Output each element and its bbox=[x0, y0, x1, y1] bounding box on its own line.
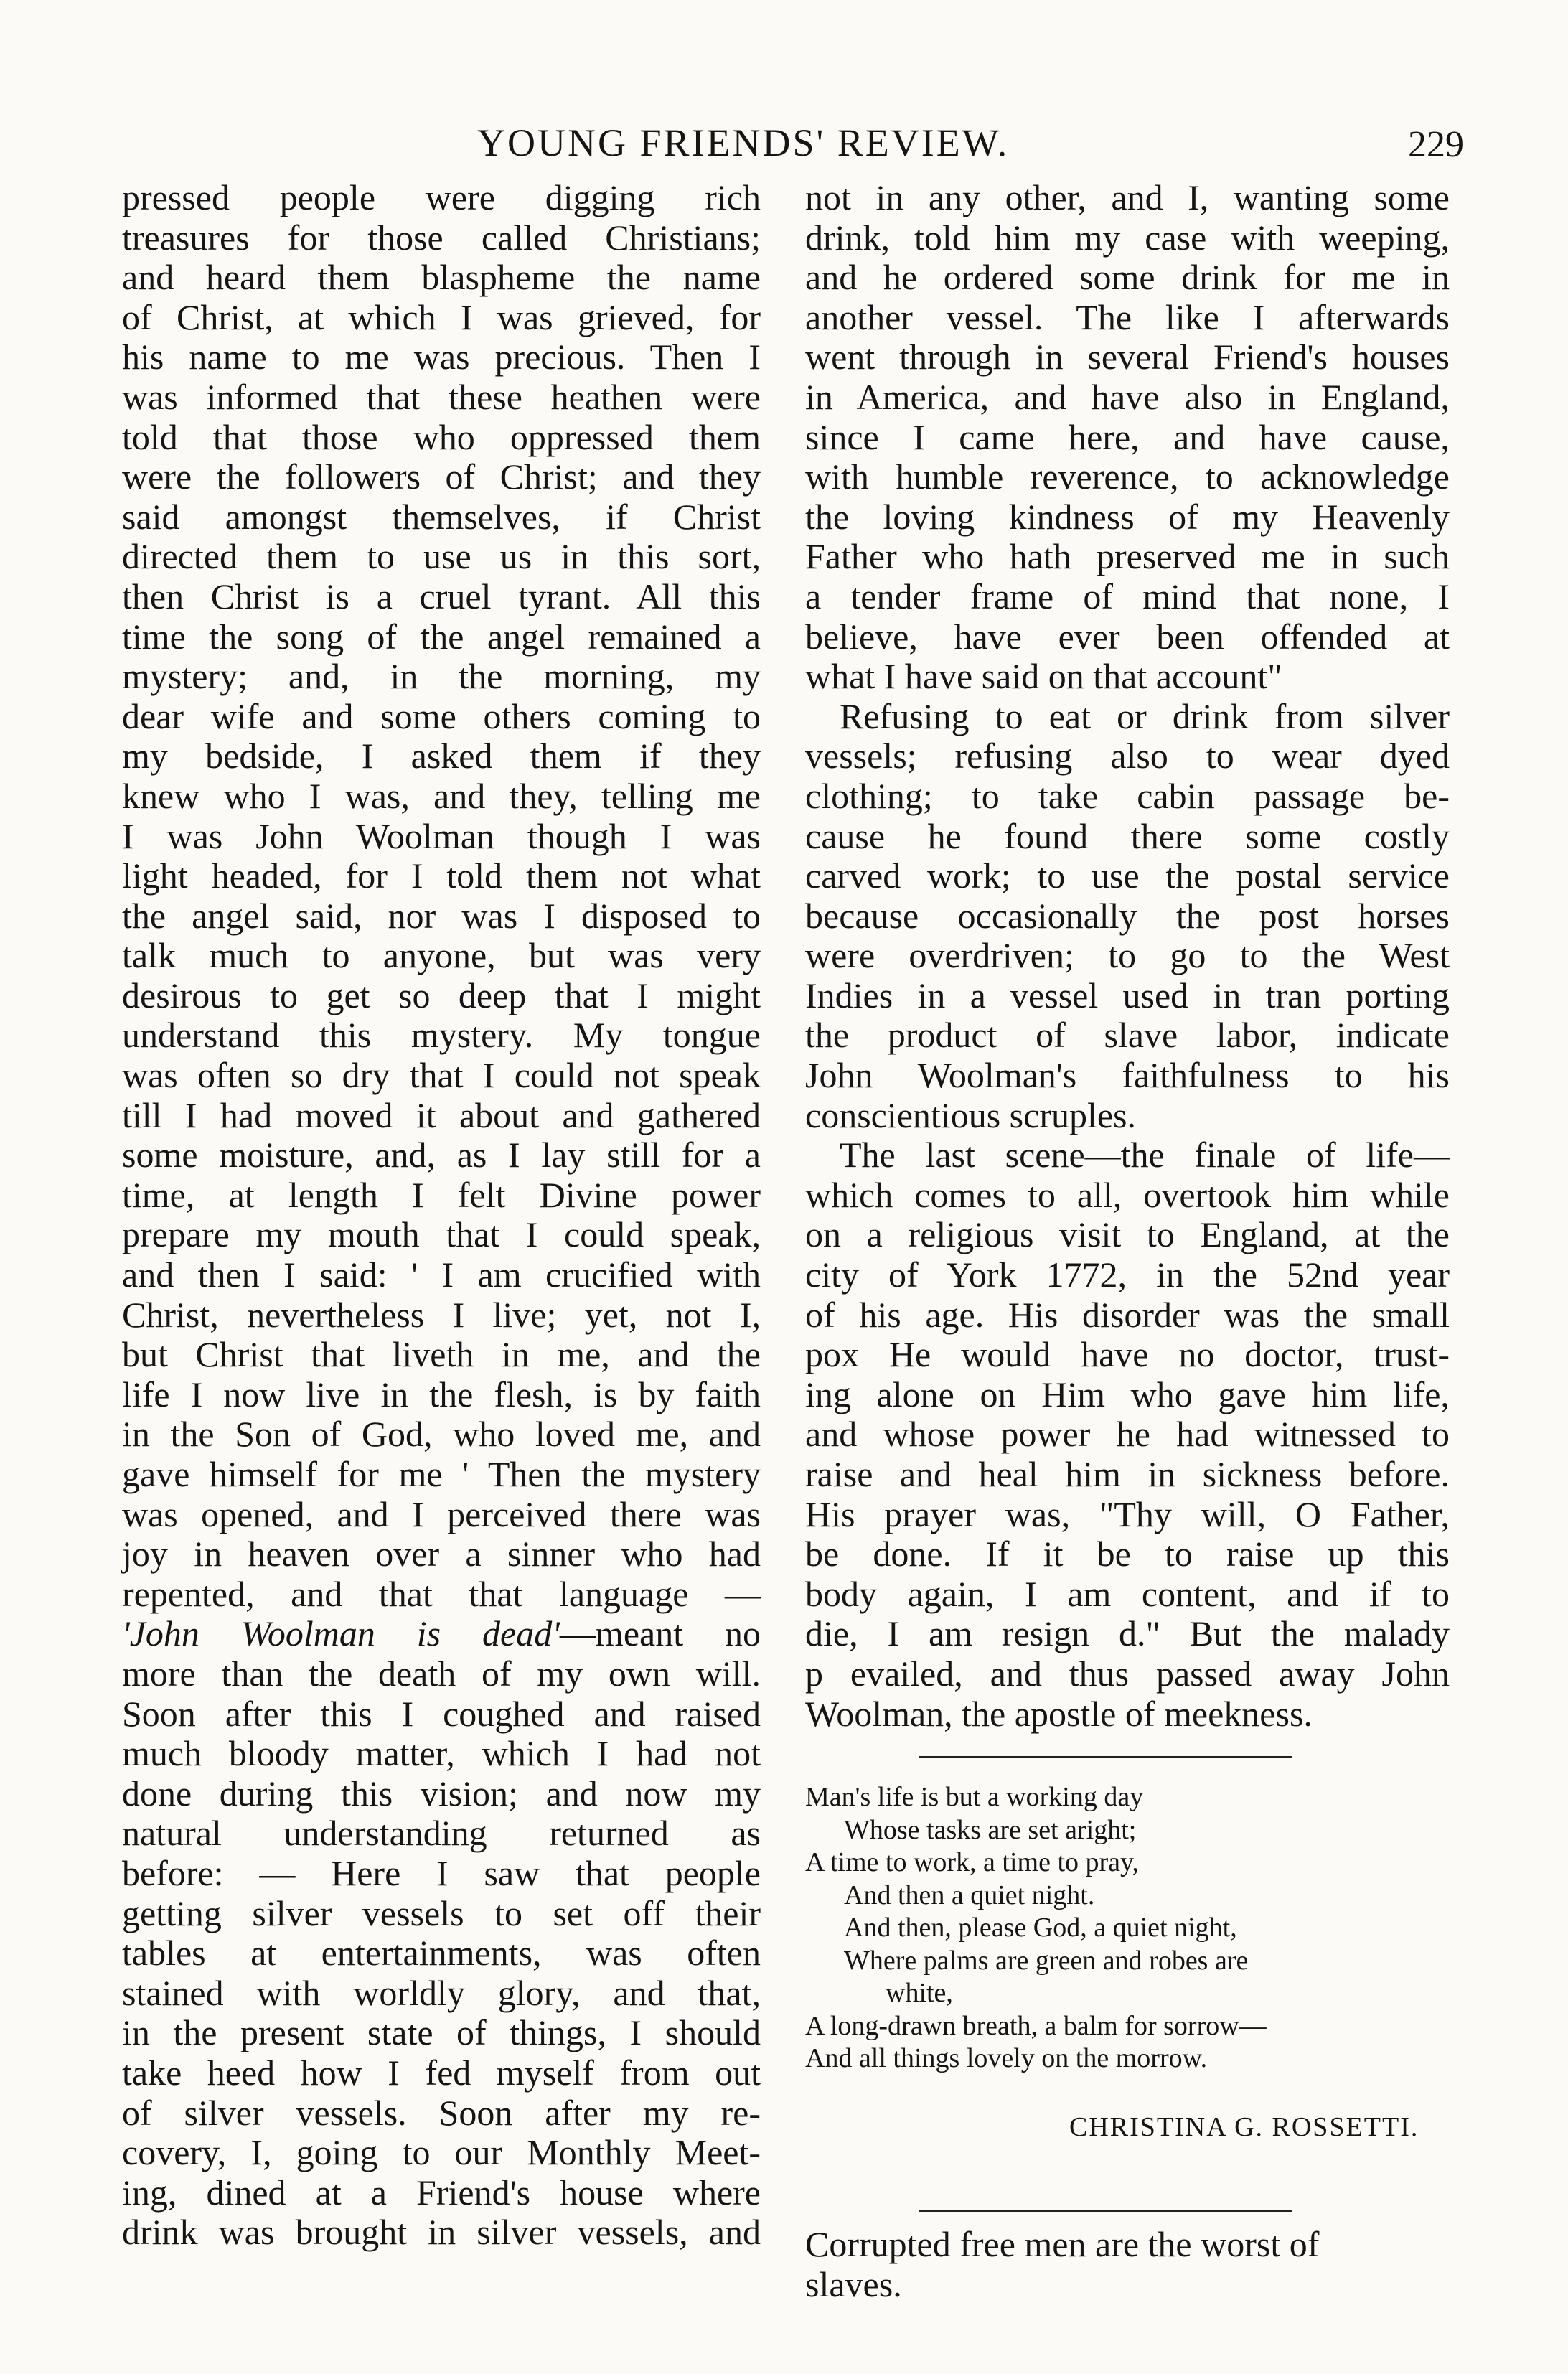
text-line: ing, dined at a Friend's house where bbox=[122, 2172, 761, 2213]
text-line: The last scene—the finale of life— bbox=[840, 1135, 1450, 1176]
text-line: prepare my mouth that I could speak, bbox=[122, 1214, 761, 1255]
text-line: believe, have ever been offended at bbox=[805, 616, 1450, 657]
text-line: in America, and have also in England, bbox=[805, 376, 1450, 417]
text-line: were overdriven; to go to the West bbox=[805, 935, 1450, 976]
italic-quote: 'John Woolman is dead' bbox=[122, 1613, 560, 1654]
text-line: was opened, and I perceived there was bbox=[122, 1493, 761, 1534]
section-divider bbox=[919, 1756, 1292, 1758]
text-line: on a religious visit to England, at the bbox=[805, 1214, 1450, 1255]
text-line: mystery; and, in the morning, my bbox=[122, 656, 761, 697]
text-line: tables at entertainments, was often bbox=[122, 1933, 761, 1974]
right-paragraph-3 bbox=[805, 1135, 1450, 1734]
text-line: Woolman, the apostle of meekness. bbox=[805, 1693, 1313, 1734]
text-line: slaves. bbox=[805, 2263, 902, 2304]
text-line: and he ordered some drink for me in bbox=[805, 257, 1450, 298]
text-line: time, at length I felt Divine power bbox=[122, 1174, 761, 1215]
text-line: drink, told him my case with weeping, bbox=[805, 217, 1450, 258]
text-line: desirous to get so deep that I might bbox=[122, 975, 761, 1015]
text-line: which comes to all, overtook him while bbox=[805, 1174, 1450, 1215]
text-line: treasures for those called Christians; bbox=[122, 217, 761, 258]
right-paragraph-2 bbox=[805, 697, 1450, 1136]
text-line: Christ, nevertheless I live; yet, not I, bbox=[122, 1294, 761, 1335]
text-line: knew who I was, and they, telling me bbox=[122, 775, 761, 816]
right-column bbox=[805, 178, 1450, 1734]
text-line: of his age. His disorder was the small bbox=[805, 1294, 1450, 1335]
text-line: were the followers of Christ; and they bbox=[122, 456, 761, 497]
text-line: then Christ is a cruel tyrant. All this bbox=[122, 576, 761, 616]
text-line: the loving kindness of my Heavenly bbox=[805, 496, 1450, 537]
text-line: stained with worldly glory, and that, bbox=[122, 1972, 761, 2013]
text-line: time the song of the angel remained a bbox=[122, 616, 761, 657]
text-line: the product of slave labor, indicate bbox=[805, 1015, 1450, 1056]
text-line: city of York 1772, in the 52nd year bbox=[805, 1254, 1450, 1295]
text-line: but Christ that liveth in me, and the bbox=[122, 1334, 761, 1375]
text-line: what I have said on that account" bbox=[805, 656, 1282, 697]
text-line: and whose power he had witnessed to bbox=[805, 1414, 1450, 1455]
section-divider bbox=[919, 2210, 1292, 2212]
left-paragraph bbox=[122, 178, 761, 2253]
text-line: light headed, for I told them not what bbox=[122, 855, 761, 896]
text-line: some moisture, and, as I lay still for a bbox=[122, 1135, 761, 1176]
text-line: Indies in a vessel used in tran porting bbox=[805, 975, 1450, 1015]
text-line: since I came here, and have cause, bbox=[805, 416, 1450, 457]
poem-line: Man's life is but a working day bbox=[805, 1782, 1144, 1812]
text-line: raise and heal him in sickness before. bbox=[805, 1454, 1450, 1494]
left-column bbox=[122, 178, 761, 2253]
poem-author: CHRISTINA G. ROSSETTI. bbox=[1069, 2112, 1419, 2142]
text-line: was often so dry that I could not speak bbox=[122, 1055, 761, 1096]
text-line: the angel said, nor was I disposed to bbox=[122, 895, 761, 936]
text-line: vessels; refusing also to wear dyed bbox=[805, 736, 1450, 777]
text-line: life I now live in the flesh, is by faith bbox=[122, 1374, 761, 1414]
poem-line: And all things lovely on the morrow. bbox=[805, 2043, 1208, 2073]
text-line: repented, and that that language — bbox=[122, 1573, 761, 1614]
text-line: getting silver vessels to set off their bbox=[122, 1892, 761, 1933]
poem-line: white, bbox=[886, 1978, 953, 2008]
text-line: not in any other, and I, wanting some bbox=[805, 177, 1450, 217]
text-line-with-italic-quote bbox=[122, 1614, 761, 1654]
text-line: pressed people were digging rich bbox=[122, 177, 761, 217]
text-line: His prayer was, "Thy will, O Father, bbox=[805, 1493, 1450, 1534]
text-line: because occasionally the post horses bbox=[805, 895, 1450, 936]
text-line: in the Son of God, who loved me, and bbox=[122, 1414, 761, 1455]
poem bbox=[805, 1781, 1451, 2075]
text-line: take heed how I fed myself from out bbox=[122, 2052, 761, 2093]
text-line: of Christ, at which I was grieved, for bbox=[122, 296, 761, 337]
text-line: was informed that these heathen were bbox=[122, 376, 761, 417]
text-line: directed them to use us in this sort, bbox=[122, 536, 761, 577]
text-line: Corrupted free men are the worst of bbox=[805, 2224, 1320, 2264]
text-line: with humble reverence, to acknowledge bbox=[805, 456, 1450, 497]
text-line: carved work; to use the postal service bbox=[805, 855, 1450, 896]
text-line: went through in several Friend's houses bbox=[805, 337, 1450, 377]
text-line: before: — Here I saw that people bbox=[122, 1852, 761, 1893]
text-line: said amongst themselves, if Christ bbox=[122, 496, 761, 537]
poem-line: And then a quiet night. bbox=[844, 1880, 1095, 1910]
text-line: natural understanding returned as bbox=[122, 1813, 761, 1854]
text-line: another vessel. The like I afterwards bbox=[805, 296, 1450, 337]
poem-attribution bbox=[1069, 2111, 1419, 2143]
poem-line: And then, please God, a quiet night, bbox=[844, 1913, 1237, 1943]
text-line: in the present state of things, I should bbox=[122, 2012, 761, 2053]
text-line: till I had moved it about and gathered bbox=[122, 1094, 761, 1135]
text-line: dear wife and some others coming to bbox=[122, 695, 761, 736]
text-line: drink was brought in silver vessels, and bbox=[122, 2212, 761, 2253]
text-line: clothing; to take cabin passage be- bbox=[805, 775, 1450, 816]
text-line: Father who hath preserved me in such bbox=[805, 536, 1450, 577]
text-line: and heard them blaspheme the name bbox=[122, 257, 761, 298]
page-number: 229 bbox=[1408, 124, 1464, 165]
page-header bbox=[0, 121, 1568, 171]
closing-quote bbox=[805, 2225, 1450, 2304]
text-line: my bedside, I asked them if they bbox=[122, 736, 761, 777]
text-fragment: —meant no bbox=[559, 1613, 761, 1654]
poem-line: Where palms are green and robes are bbox=[844, 1945, 1249, 1976]
text-line: of silver vessels. Soon after my re- bbox=[122, 2092, 761, 2133]
poem-line: Whose tasks are set aright; bbox=[844, 1814, 1137, 1845]
text-line: p evailed, and thus passed away John bbox=[805, 1653, 1450, 1694]
text-line: more than the death of my own will. bbox=[122, 1653, 761, 1694]
text-line: I was John Woolman though I was bbox=[122, 815, 761, 856]
text-line: talk much to anyone, but was very bbox=[122, 935, 761, 976]
text-line: gave himself for me ' Then the mystery bbox=[122, 1454, 761, 1494]
text-line: and then I said: ' I am crucified with bbox=[122, 1254, 761, 1295]
text-line: a tender frame of mind that none, I bbox=[805, 576, 1450, 616]
text-line: told that those who oppressed them bbox=[122, 416, 761, 457]
running-head: YOUNG FRIENDS' REVIEW. bbox=[477, 121, 1010, 164]
text-line: body again, I am content, and if to bbox=[805, 1573, 1450, 1614]
text-line: John Woolman's faithfulness to his bbox=[805, 1055, 1450, 1096]
text-line: Soon after this I coughed and raised bbox=[122, 1693, 761, 1734]
right-paragraph-1 bbox=[805, 178, 1450, 697]
poem-line: A long-drawn breath, a balm for sorrow— bbox=[805, 2010, 1267, 2041]
text-line: cause he found there some costly bbox=[805, 815, 1450, 856]
text-line: die, I am resign d." But the malady bbox=[805, 1613, 1450, 1654]
text-line: understand this mystery. My tongue bbox=[122, 1015, 761, 1056]
text-line: ing alone on Him who gave him life, bbox=[805, 1374, 1450, 1414]
text-line: joy in heaven over a sinner who had bbox=[122, 1534, 761, 1575]
text-line: be done. If it be to raise up this bbox=[805, 1534, 1450, 1575]
text-line: much bloody matter, which I had not bbox=[122, 1733, 761, 1774]
text-line: pox He would have no doctor, trust- bbox=[805, 1334, 1450, 1375]
text-line: covery, I, going to our Monthly Meet- bbox=[122, 2132, 761, 2173]
text-line: Refusing to eat or drink from silver bbox=[840, 695, 1450, 736]
text-line: conscientious scruples. bbox=[805, 1094, 1137, 1135]
text-line: his name to me was precious. Then I bbox=[122, 337, 761, 377]
text-line: done during this vision; and now my bbox=[122, 1773, 761, 1814]
poem-line: A time to work, a time to pray, bbox=[805, 1847, 1140, 1877]
